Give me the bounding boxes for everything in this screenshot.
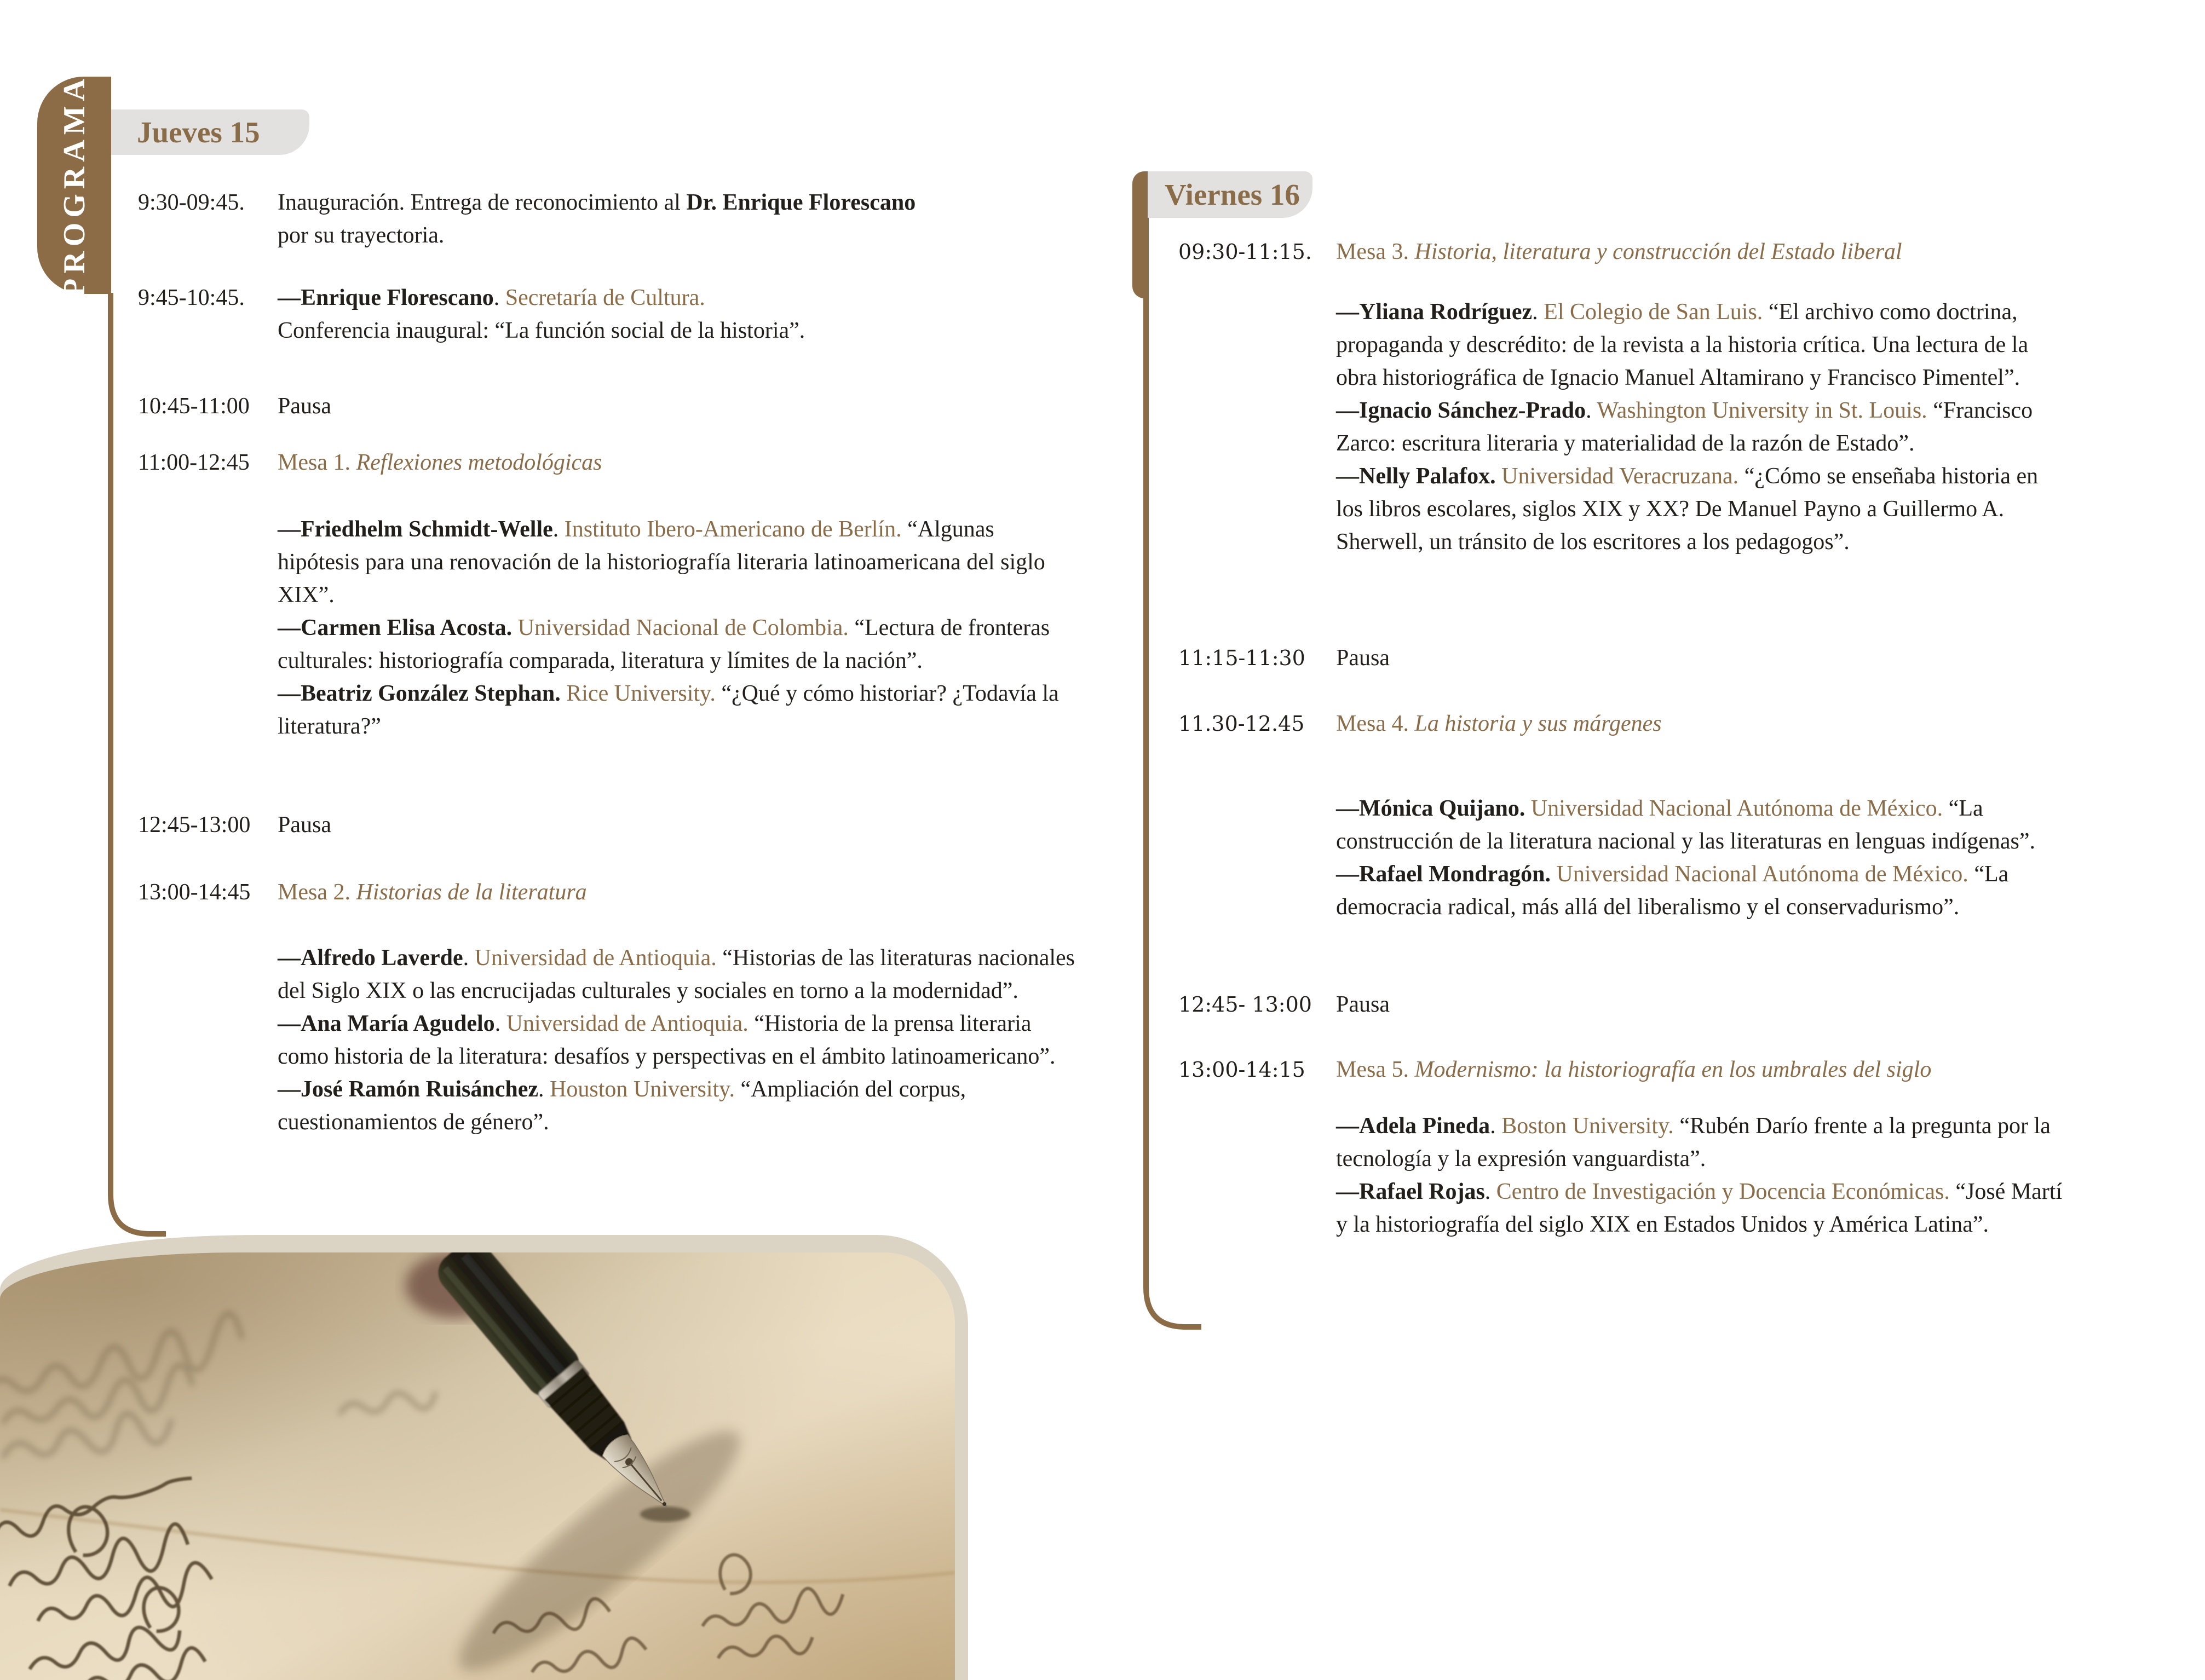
paragraph — [278, 1073, 1077, 1139]
pen-photo-illustration — [0, 1252, 955, 1680]
text-segment: Historia, literatura y construcción del Estado liberal — [1414, 239, 1902, 264]
text-segment: Mesa 1. — [278, 450, 356, 475]
paragraph — [1336, 707, 2070, 740]
text-segment: . — [1532, 299, 1544, 325]
text-segment: Instituto Ibero-Americano de Berlín. — [564, 517, 902, 542]
row-content — [1336, 792, 2070, 923]
paragraph — [1336, 858, 2070, 923]
text-segment: Pausa — [1336, 645, 1390, 671]
tab-jueves — [111, 109, 309, 155]
text-segment: . — [538, 1077, 550, 1102]
row-content — [278, 942, 1077, 1139]
text-segment: “El archivo como doctrina, propaganda y descrédito: de la revista a la historia crítica. Una lectura de la obra historiográfica de Ignacio Manuel Altamirano y Francisco Pimentel”. — [1336, 299, 2029, 390]
row-content — [1336, 296, 2070, 558]
text-segment — [1496, 464, 1502, 489]
pen-photo — [0, 1252, 955, 1680]
text-segment: La historia y sus márgenes — [1414, 711, 1662, 736]
paragraph — [278, 677, 1077, 743]
text-segment: . — [1490, 1113, 1502, 1139]
programa-ribbon — [37, 73, 111, 297]
text-segment: Mesa 5. — [1336, 1057, 1415, 1082]
row-content — [1336, 1053, 2070, 1086]
text-segment: Centro de Investigación y Docencia Económicas. — [1496, 1179, 1950, 1204]
text-segment — [561, 681, 567, 706]
paragraph — [1336, 1175, 2070, 1241]
text-segment: Universidad Nacional de Colombia. — [517, 615, 849, 640]
time-label: 13:00-14:45 — [138, 880, 251, 905]
text-segment: “Historia de la prensa literaria como historia de la literatura: desafíos y perspectivas en el ámbito latinoamericano”. — [278, 1011, 1056, 1069]
text-segment: Pausa — [1336, 992, 1390, 1017]
text-segment: . — [463, 945, 475, 971]
time-label: 12:45-13:00 — [138, 812, 251, 838]
text-segment: —Rafael Rojas — [1336, 1179, 1485, 1204]
text-segment: . — [1586, 398, 1597, 423]
text-segment: Inauguración. Entrega de reconocimiento al — [278, 190, 687, 215]
row-content — [278, 446, 1077, 479]
text-segment: “Ampliación del corpus, cuestionamientos de género”. — [278, 1077, 966, 1135]
row-content — [1336, 235, 2070, 268]
row-content — [278, 513, 1077, 743]
row-content — [1336, 642, 2070, 674]
paragraph — [1336, 792, 2070, 858]
text-segment: Pausa — [278, 394, 331, 419]
text-segment: Secretaría de Cultura. — [505, 285, 705, 310]
time-label: 13:00-14:15 — [1178, 1058, 1305, 1082]
text-segment: Universidad Veracruzana. — [1501, 464, 1739, 489]
time-label: 11:00-12:45 — [138, 450, 250, 475]
paragraph — [278, 809, 1077, 841]
programa-label: PROGRAMA — [57, 73, 91, 297]
text-segment: —Mónica Quijano. — [1336, 796, 1525, 821]
time-label: 10:45-11:00 — [138, 394, 250, 419]
row-content — [278, 186, 1077, 252]
row-content — [1336, 988, 2070, 1021]
time-label: 12:45- 13:00 — [1178, 992, 1312, 1017]
warm-overlay — [0, 1252, 955, 1680]
text-segment: Mesa 3. — [1336, 239, 1415, 264]
paragraph — [278, 281, 1077, 347]
text-segment — [1525, 796, 1531, 821]
paragraph — [1336, 1053, 2070, 1086]
text-segment: —Ignacio Sánchez-Prado — [1336, 398, 1586, 423]
text-segment: Universidad Nacional Autónoma de México. — [1530, 796, 1943, 821]
tab-jueves-label: Jueves 15 — [137, 116, 260, 149]
text-segment: “Francisco Zarco: escritura literaria y materialidad de la razón de Estado”. — [1336, 398, 2033, 456]
tab-viernes-label: Viernes 16 — [1165, 178, 1300, 211]
text-segment: “Rubén Darío frente a la pregunta por la tecnología y la expresión vanguardista”. — [1336, 1113, 2051, 1171]
paragraph — [1336, 460, 2070, 558]
text-segment: . — [494, 1011, 506, 1036]
text-segment: Boston University. — [1501, 1113, 1674, 1139]
paragraph — [278, 446, 1077, 479]
time-label: 11.30-12.45 — [1178, 712, 1305, 736]
text-segment: Universidad de Antioquia. — [506, 1011, 749, 1036]
text-segment: . — [552, 517, 565, 542]
paragraph — [1336, 235, 2070, 268]
time-label: 9:45-10:45. — [138, 285, 245, 310]
text-segment: —José Ramón Ruisánchez — [278, 1077, 539, 1102]
paragraph — [278, 390, 1077, 423]
text-segment: “José Martí y la historiografía del siglo XIX en Estados Unidos y América Latina”. — [1336, 1179, 2063, 1237]
tab-viernes — [1148, 171, 1312, 218]
text-segment: . — [493, 285, 505, 310]
row-content — [1336, 1110, 2070, 1241]
text-segment: “La construcción de la literatura nacional y las literaturas en lenguas indígenas”. — [1336, 796, 2036, 854]
text-segment: “¿Qué y cómo historiar? ¿Todavía la literatura?” — [278, 681, 1059, 739]
text-segment: —Carmen Elisa Acosta. — [278, 615, 513, 640]
text-segment: —Friedhelm Schmidt-Welle — [278, 517, 553, 542]
text-segment: Rice University. — [566, 681, 716, 706]
text-segment: Mesa 2. — [278, 880, 356, 905]
paragraph — [1336, 988, 2070, 1021]
paragraph — [278, 1007, 1077, 1073]
row-content — [278, 876, 1077, 909]
text-segment: —Ana María Agudelo — [278, 1011, 495, 1036]
paragraph — [1336, 1110, 2070, 1175]
viernes-ribbon — [1132, 171, 1149, 298]
text-segment: Pausa — [278, 812, 331, 838]
paragraph — [278, 513, 1077, 611]
text-segment: “Algunas hipótesis para una renovación de la historiografía literaria latinoamericana del siglo XIX”. — [278, 517, 1045, 608]
paragraph — [278, 876, 1077, 909]
text-segment: —Adela Pineda — [1336, 1113, 1490, 1139]
text-segment: —Nelly Palafox. — [1336, 464, 1496, 489]
text-segment: Dr. Enrique Florescano — [686, 190, 916, 215]
text-segment: Mesa 4. — [1336, 711, 1415, 736]
text-segment: “La democracia radical, más allá del liberalismo y el conservadurismo”. — [1336, 862, 2009, 920]
text-segment: —Rafael Mondragón. — [1336, 862, 1551, 887]
time-label: 09:30-11:15. — [1178, 240, 1312, 264]
row-content — [278, 390, 1077, 423]
text-segment: Historias de la literatura — [356, 880, 587, 905]
text-segment: Universidad de Antioquia. — [474, 945, 717, 971]
text-segment: Universidad Nacional Autónoma de México. — [1556, 862, 1968, 887]
right-column-rule — [1146, 297, 1201, 1327]
text-segment: —Alfredo Laverde — [278, 945, 463, 971]
paragraph — [278, 611, 1077, 677]
text-segment: “Historias de las literaturas nacionales del Siglo XIX o las encrucijadas culturales y sociales en torno a la modernidad”. — [278, 945, 1075, 1003]
text-segment: Washington University in St. Louis. — [1597, 398, 1927, 423]
paragraph — [278, 942, 1077, 1007]
text-segment: —Enrique Florescano — [278, 285, 494, 310]
paragraph — [1336, 394, 2070, 460]
text-segment: Houston University. — [550, 1077, 735, 1102]
paragraph — [278, 186, 1077, 252]
text-segment: Modernismo: la historiografía en los umbrales del siglo — [1414, 1057, 1932, 1082]
paragraph — [1336, 296, 2070, 394]
row-content — [278, 281, 1077, 347]
photo-frame — [0, 1235, 968, 1680]
text-segment: —Beatriz González Stephan. — [278, 681, 561, 706]
row-content — [1336, 707, 2070, 740]
text-segment: “Lectura de fronteras culturales: historiografía comparada, literatura y límites de la nación”. — [278, 615, 1050, 673]
row-content — [278, 809, 1077, 841]
text-segment: “¿Cómo se enseñaba historia en los libros escolares, siglos XIX y XX? De Manuel Payno a Guillermo A. Sherwell, un tránsito de los escritores a los pedagogos”. — [1336, 464, 2039, 555]
text-segment: . — [1484, 1179, 1496, 1204]
text-segment — [1551, 862, 1557, 887]
time-label: 11:15-11:30 — [1178, 646, 1305, 670]
time-label: 9:30-09:45. — [138, 190, 245, 215]
text-segment: por su trayectoria. — [278, 223, 445, 248]
paragraph — [1336, 642, 2070, 674]
text-segment — [512, 615, 518, 640]
text-segment: Conferencia inaugural: “La función social de la historia”. — [278, 318, 805, 343]
text-segment: Reflexiones metodológicas — [356, 450, 602, 475]
text-segment: —Yliana Rodríguez — [1336, 299, 1533, 325]
text-segment: El Colegio de San Luis. — [1544, 299, 1763, 325]
left-column-rule — [111, 293, 166, 1234]
